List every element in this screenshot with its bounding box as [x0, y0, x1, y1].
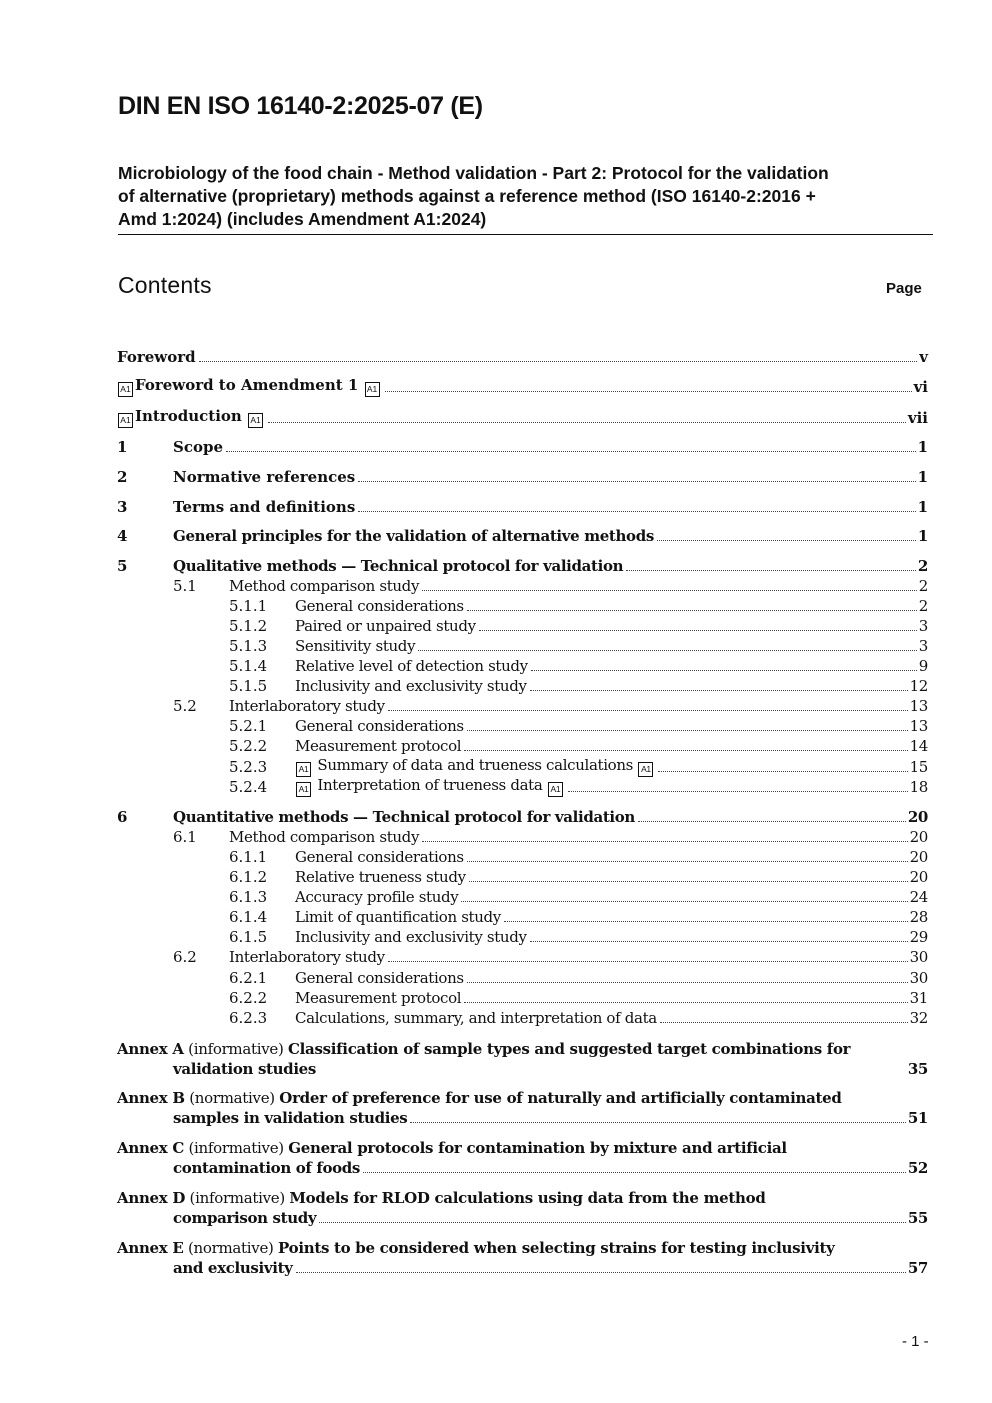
- toc-page: 20: [907, 808, 928, 826]
- toc-page: 1: [917, 527, 928, 545]
- toc-page: v: [919, 348, 928, 366]
- toc-entry-6-2-2[interactable]: [229, 988, 928, 1008]
- toc-number: 5.1.3: [229, 637, 268, 655]
- dot-leader: [418, 649, 917, 651]
- dot-leader: [388, 960, 908, 962]
- toc-entry-clause-6[interactable]: [117, 807, 928, 827]
- toc-page: 52: [907, 1159, 928, 1177]
- toc-number: 5: [117, 557, 128, 575]
- annex-title-line2: samples in validation studies: [173, 1109, 408, 1127]
- dot-leader: [319, 1221, 906, 1223]
- toc-entry-6-1-4[interactable]: [229, 907, 928, 927]
- dot-leader: [319, 1072, 906, 1074]
- toc-page: 2: [918, 597, 928, 615]
- toc-page: 24: [909, 888, 928, 906]
- toc-title: Method comparison study: [229, 577, 420, 595]
- doc-id: DIN EN ISO 16140-2:2025-07 (E): [118, 92, 483, 120]
- toc-title: Terms and definitions: [173, 498, 356, 516]
- toc-entry-6-1-2[interactable]: [229, 867, 928, 887]
- toc-entry-6-1-5[interactable]: [229, 927, 928, 947]
- toc-title: Interlaboratory study: [229, 948, 385, 966]
- toc-number: 6.2.2: [229, 989, 268, 1007]
- toc-title: Inclusivity and exclusivity study: [295, 928, 527, 946]
- dot-leader: [467, 729, 908, 731]
- toc-page: 15: [909, 758, 928, 776]
- toc-title: General considerations: [295, 848, 464, 866]
- annex-status: (informative): [189, 1189, 285, 1207]
- annex-title-line1: Classification of sample types and suggested target combinations for: [288, 1040, 851, 1058]
- dot-leader: [568, 790, 908, 792]
- toc-entry-5-1[interactable]: [173, 576, 928, 596]
- toc-title: Interpretation of trueness data: [317, 776, 543, 794]
- toc-page: 12: [909, 677, 928, 695]
- toc-page: 29: [909, 928, 928, 946]
- toc-entry-annex-b[interactable]: [117, 1088, 928, 1108]
- dot-leader: [461, 900, 907, 902]
- toc-title: Normative references: [173, 468, 356, 486]
- toc-entry-5-1-2[interactable]: [229, 616, 928, 636]
- annex-prefix: Annex C: [117, 1139, 184, 1157]
- toc-number: 5.2: [173, 697, 197, 715]
- dot-leader: [530, 940, 908, 942]
- dot-leader: [358, 480, 915, 482]
- dot-leader: [296, 1271, 906, 1273]
- a1-start-marker-icon: A1: [118, 413, 133, 428]
- subtitle-line: Amd 1:2024) (includes Amendment A1:2024): [118, 209, 487, 229]
- toc-page: 1: [917, 498, 928, 516]
- toc-entry-annex-e-cont[interactable]: [173, 1258, 928, 1278]
- toc-entry-annex-a-cont[interactable]: [173, 1059, 928, 1079]
- dot-leader: [626, 569, 916, 571]
- annex-title-line1: Order of preference for use of naturally and artificially contaminated: [279, 1089, 842, 1107]
- toc-number: 6.2.3: [229, 1009, 268, 1027]
- dot-leader: [467, 609, 917, 611]
- page-number: - 1 -: [902, 1333, 929, 1350]
- toc-page: 28: [909, 908, 928, 926]
- a1-end-marker-icon: A1: [638, 762, 653, 777]
- dot-leader: [410, 1121, 905, 1123]
- toc-page: 1: [917, 468, 928, 486]
- toc-entry-clause-2[interactable]: [117, 467, 928, 487]
- toc-title: Summary of data and trueness calculations: [317, 756, 634, 774]
- subtitle-line: of alternative (proprietary) methods against a reference method (ISO 16140-2:2016 +: [118, 186, 816, 206]
- toc-number: 5.2.3: [229, 758, 268, 776]
- subtitle-line: Microbiology of the food chain - Method validation - Part 2: Protocol for the validation: [118, 163, 829, 183]
- page-column-label: Page: [886, 280, 922, 297]
- dot-leader: [467, 860, 908, 862]
- toc-number: 6: [117, 808, 128, 826]
- toc-entry-clause-3[interactable]: [117, 497, 928, 517]
- a1-start-marker-icon: A1: [296, 762, 311, 777]
- dot-leader: [268, 421, 906, 423]
- toc-entry-annex-a[interactable]: [117, 1039, 928, 1059]
- toc-number: 6.1.2: [229, 868, 268, 886]
- toc-page: 20: [909, 828, 928, 846]
- a1-end-marker-icon: A1: [365, 382, 380, 397]
- annex-status: (normative): [189, 1089, 275, 1107]
- dot-leader: [660, 1021, 908, 1023]
- toc-number: 4: [117, 527, 128, 545]
- toc-title: Inclusivity and exclusivity study: [295, 677, 527, 695]
- toc-entry-annex-c-cont[interactable]: [173, 1158, 928, 1178]
- dot-leader: [464, 1001, 907, 1003]
- toc-title: Limit of quantification study: [295, 908, 501, 926]
- toc-page: 9: [918, 657, 928, 675]
- toc-entry-5-2[interactable]: [173, 696, 928, 716]
- toc-entry-annex-b-cont[interactable]: [173, 1108, 928, 1128]
- toc-number: 5.1.5: [229, 677, 268, 695]
- dot-leader: [226, 450, 916, 452]
- toc-page: 30: [909, 948, 928, 966]
- toc-number: 5.1.2: [229, 617, 268, 635]
- toc-entry-5-1-4[interactable]: [229, 656, 928, 676]
- dot-leader: [479, 629, 917, 631]
- toc-page: 1: [917, 438, 928, 456]
- dot-leader: [358, 510, 915, 512]
- toc-title: Quantitative methods — Technical protocol for validation: [173, 808, 635, 826]
- toc-page: 30: [909, 969, 928, 987]
- dot-leader: [657, 539, 916, 541]
- annex-title-line1: General protocols for contamination by mixture and artificial: [288, 1139, 787, 1157]
- toc-page: 13: [909, 697, 928, 715]
- toc-page: vii: [907, 409, 928, 427]
- toc-number: 5.2.4: [229, 778, 268, 796]
- toc-title: Foreword to Amendment 1: [135, 376, 359, 394]
- toc-number: 5.2.2: [229, 737, 268, 755]
- toc-entry-clause-4[interactable]: [117, 526, 928, 546]
- annex-title-line2: validation studies: [173, 1060, 316, 1078]
- toc-page: 57: [907, 1259, 928, 1277]
- dot-leader: [531, 669, 917, 671]
- toc-entry-clause-1[interactable]: [117, 437, 928, 457]
- dot-leader: [385, 390, 912, 392]
- toc-entry-introduction[interactable]: [117, 408, 928, 428]
- dot-leader: [388, 709, 908, 711]
- a1-start-marker-icon: A1: [296, 782, 311, 797]
- toc-title: Interlaboratory study: [229, 697, 385, 715]
- toc-page: 18: [909, 778, 928, 796]
- toc-title: Qualitative methods — Technical protocol for validation: [173, 557, 624, 575]
- toc-number: 6.1.4: [229, 908, 268, 926]
- dot-leader: [658, 770, 907, 772]
- annex-prefix: Annex B: [117, 1089, 185, 1107]
- toc-entry-annex-c[interactable]: [117, 1138, 928, 1158]
- dot-leader: [467, 981, 908, 983]
- toc-entry-5-2-3[interactable]: [229, 757, 928, 777]
- toc-entry-5-2-2[interactable]: [229, 736, 928, 756]
- toc-number: 6.2: [173, 948, 197, 966]
- toc-page: 20: [909, 868, 928, 886]
- toc-title: Measurement protocol: [295, 737, 462, 755]
- annex-prefix: Annex D: [117, 1189, 186, 1207]
- toc-entry-6-1-3[interactable]: [229, 887, 928, 907]
- toc-number: 6.1.5: [229, 928, 268, 946]
- toc-number: 5.1: [173, 577, 197, 595]
- dot-leader: [363, 1171, 906, 1173]
- toc-title: Paired or unpaired study: [295, 617, 476, 635]
- annex-prefix: Annex A: [117, 1040, 184, 1058]
- toc-number: 6.1.3: [229, 888, 268, 906]
- toc-entry-6-2[interactable]: [173, 947, 928, 967]
- annex-prefix: Annex E: [117, 1239, 184, 1257]
- toc-page: 14: [909, 737, 928, 755]
- toc-entry-5-1-5[interactable]: [229, 676, 928, 696]
- toc-title: Scope: [173, 438, 224, 456]
- toc-title: General considerations: [295, 969, 464, 987]
- toc-page: 3: [918, 617, 928, 635]
- annex-status: (informative): [188, 1139, 284, 1157]
- toc-page: 3: [918, 637, 928, 655]
- toc-page: 51: [907, 1109, 928, 1127]
- toc-number: 1: [117, 438, 128, 456]
- toc-page: 2: [918, 577, 928, 595]
- toc-title: General principles for the validation of alternative methods: [173, 527, 654, 545]
- toc-number: 6.1: [173, 828, 197, 846]
- toc-entry-annex-e[interactable]: [117, 1238, 928, 1258]
- toc-page: 2: [917, 557, 928, 575]
- toc-title: Introduction: [135, 407, 242, 425]
- toc-page: 32: [909, 1009, 928, 1027]
- dot-leader: [504, 920, 908, 922]
- toc-title: Relative level of detection study: [295, 657, 528, 675]
- toc-title: General considerations: [295, 717, 464, 735]
- annex-title-line1: Models for RLOD calculations using data from the method: [289, 1189, 766, 1207]
- toc-title: Calculations, summary, and interpretation of data: [295, 1009, 657, 1027]
- toc-title: General considerations: [295, 597, 464, 615]
- a1-end-marker-icon: A1: [248, 413, 263, 428]
- a1-start-marker-icon: A1: [118, 382, 133, 397]
- toc-page: 13: [909, 717, 928, 735]
- annex-status: (informative): [188, 1040, 284, 1058]
- toc-page: 20: [909, 848, 928, 866]
- annex-title-line2: contamination of foods: [173, 1159, 361, 1177]
- annex-title-line2: and exclusivity: [173, 1259, 293, 1277]
- contents-heading: Contents: [118, 272, 212, 298]
- toc-entry-5-2-1[interactable]: [229, 716, 928, 736]
- dot-leader: [638, 820, 906, 822]
- toc-entry-foreword[interactable]: [117, 347, 928, 367]
- toc-number: 3: [117, 498, 128, 516]
- toc-entry-5-1-3[interactable]: [229, 636, 928, 656]
- toc-title: Method comparison study: [229, 828, 420, 846]
- toc-title: Measurement protocol: [295, 989, 462, 1007]
- document-subtitle: [118, 162, 933, 235]
- dot-leader: [464, 749, 907, 751]
- toc-entry-annex-d[interactable]: [117, 1188, 928, 1208]
- dot-leader: [530, 689, 908, 691]
- toc-title: Foreword: [117, 348, 196, 366]
- toc-page: vi: [913, 378, 928, 396]
- dot-leader: [422, 589, 917, 591]
- toc-entry-annex-d-cont[interactable]: [173, 1208, 928, 1228]
- toc-title: Relative trueness study: [295, 868, 466, 886]
- annex-title-line2: comparison study: [173, 1209, 317, 1227]
- toc-title: Sensitivity study: [295, 637, 416, 655]
- annex-status: (normative): [187, 1239, 274, 1257]
- annex-title-line1: Points to be considered when selecting strains for testing inclusivity: [278, 1239, 835, 1257]
- toc-entry-6-2-3[interactable]: [229, 1008, 928, 1028]
- toc-page: 31: [909, 989, 928, 1007]
- toc-number: 2: [117, 468, 128, 486]
- toc-page: 55: [907, 1209, 928, 1227]
- dot-leader: [422, 840, 908, 842]
- toc-number: 5.1.4: [229, 657, 268, 675]
- toc-number: 5.2.1: [229, 717, 268, 735]
- toc-entry-5-1-1[interactable]: [229, 596, 928, 616]
- toc-page: 35: [907, 1060, 928, 1078]
- dot-leader: [469, 880, 908, 882]
- toc-entry-6-1-1[interactable]: [229, 847, 928, 867]
- toc-entry-clause-5[interactable]: [117, 556, 928, 576]
- toc-entry-5-2-4[interactable]: [229, 777, 928, 797]
- toc-number: 6.2.1: [229, 969, 268, 987]
- a1-end-marker-icon: A1: [548, 782, 563, 797]
- toc-title: Accuracy profile study: [295, 888, 459, 906]
- toc-number: 6.1.1: [229, 848, 268, 866]
- toc-entry-6-2-1[interactable]: [229, 968, 928, 988]
- toc-entry-foreword-amendment[interactable]: [117, 377, 928, 397]
- dot-leader: [199, 360, 918, 362]
- toc-number: 5.1.1: [229, 597, 268, 615]
- toc-entry-6-1[interactable]: [173, 827, 928, 847]
